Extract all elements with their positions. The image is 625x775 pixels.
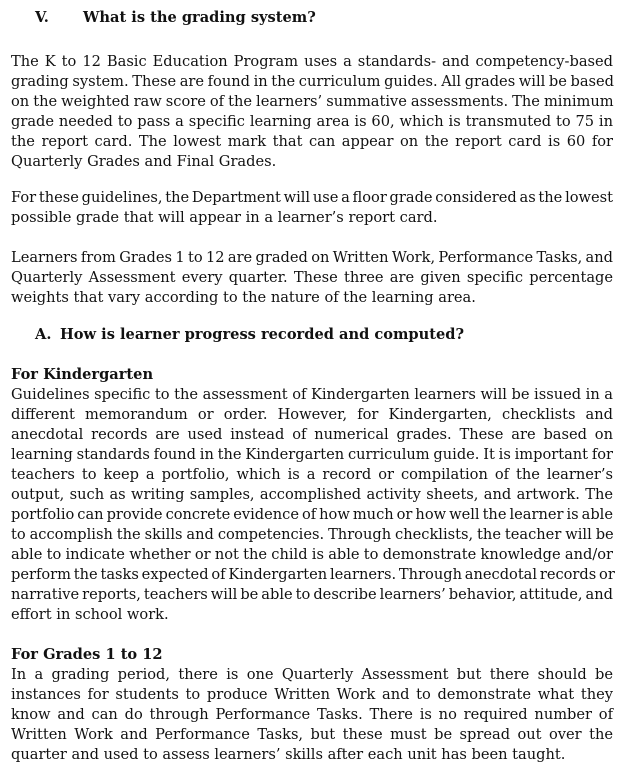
paragraph-line: teachers to keep a portfolio, which is a record or compilation of the learner’s	[11, 466, 613, 483]
paragraph-line: output, such as writing samples, accomplished activity sheets, and artwork. The	[11, 486, 613, 503]
subsection-title: How is learner progress recorded and computed?	[60, 326, 465, 343]
paragraph-line: In a grading period, there is one Quarterly Assessment but there should be	[11, 666, 613, 683]
paragraph-line: quarter and used to assess learners’ skills after each unit has been taught.	[11, 746, 566, 763]
paragraph-line: Learners from Grades 1 to 12 are graded on Written Work, Performance Tasks, and	[11, 249, 613, 266]
paragraph-line: narrative reports, teachers will be able to describe learners’ behavior, attitude, and	[11, 586, 613, 603]
paragraph-line: know and can do through Performance Tasks. There is no required number of	[11, 706, 613, 723]
paragraph-line: weights that vary according to the nature of the learning area.	[11, 289, 476, 306]
paragraph-line: the report card. The lowest mark that can appear on the report card is 60 for	[11, 133, 613, 150]
paragraph-line: on the weighted raw score of the learners’ summative assessments. The minimum	[11, 93, 614, 110]
paragraph-line: portfolio can provide concrete evidence of how much or how well the learner is able	[11, 506, 613, 523]
paragraph-line: Quarterly Assessment every quarter. These three are given specific percentage	[11, 269, 613, 286]
paragraph-line: For these guidelines, the Department will use a floor grade considered as the lowest	[11, 189, 613, 206]
subsection-letter: A.	[35, 326, 52, 343]
paragraph-line: possible grade that will appear in a learner’s report card.	[11, 209, 438, 226]
paragraph-line: Quarterly Grades and Final Grades.	[11, 153, 277, 170]
paragraph-line: anecdotal records are used instead of numerical grades. These are based on	[11, 426, 613, 443]
grades-heading: For Grades 1 to 12	[11, 646, 163, 663]
paragraph-line: Guidelines specific to the assessment of Kindergarten learners will be issued in a	[11, 386, 613, 403]
paragraph-line: The K to 12 Basic Education Program uses a standards- and competency-based	[11, 53, 613, 70]
paragraph-line: perform the tasks expected of Kindergarten learners. Through anecdotal records or	[11, 566, 615, 583]
section-number: V.	[35, 9, 49, 26]
paragraph-line: learning standards found in the Kindergarten curriculum guide. It is important for	[11, 446, 613, 463]
paragraph-line: instances for students to produce Written Work and to demonstrate what they	[11, 686, 613, 703]
paragraph-line: different memorandum or order. However, for Kindergarten, checklists and	[11, 406, 613, 423]
paragraph-line: grading system. These are found in the curriculum guides. All grades will be based	[11, 73, 615, 90]
paragraph-line: Written Work and Performance Tasks, but these must be spread out over the	[11, 726, 613, 743]
paragraph-line: grade needed to pass a specific learning area is 60, which is transmuted to 75 in	[11, 113, 613, 130]
paragraph-line: able to indicate whether or not the child is able to demonstrate knowledge and/or	[11, 546, 613, 563]
paragraph-line: effort in school work.	[11, 606, 169, 623]
kindergarten-heading: For Kindergarten	[11, 366, 154, 383]
section-title: What is the grading system?	[83, 9, 316, 26]
paragraph-line: to accomplish the skills and competencies. Through checklists, the teacher will be	[11, 526, 614, 543]
